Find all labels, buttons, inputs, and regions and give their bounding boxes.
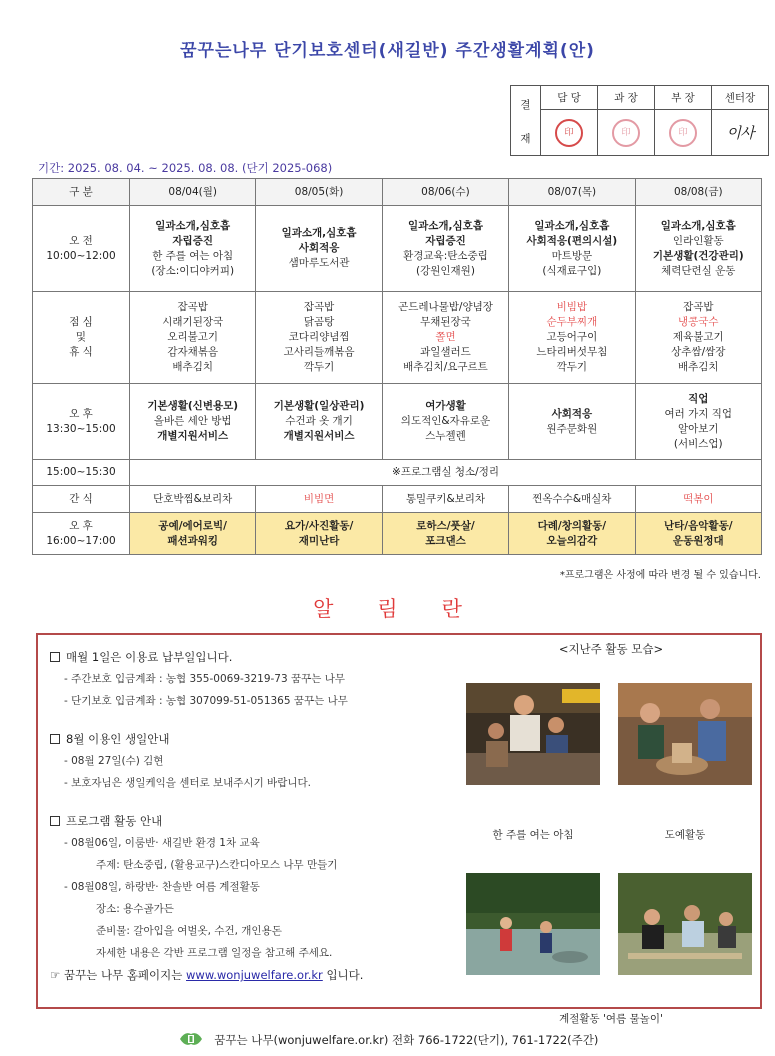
snack-cell: 단호박찜&보리차 bbox=[130, 486, 256, 513]
schedule-cell: 일과소개,심호흡 사회적응 샘마루도서관 bbox=[256, 206, 382, 292]
photo-caption: 도예활동 bbox=[664, 829, 706, 841]
day-header: 08/04(월) bbox=[130, 179, 256, 206]
schedule-row-afternoon bbox=[33, 384, 762, 460]
footer-contact: 꿈꾸는 나무(wonjuwelfare.or.kr) 전화 766-1722(단기), 761-1722(주간) bbox=[214, 1033, 599, 1047]
activity-gallery bbox=[466, 641, 756, 1025]
photo-morning-activity bbox=[466, 683, 600, 785]
approval-header: 과 장 bbox=[598, 86, 655, 110]
notice-line: 자세한 내용은 각반 프로그램 일정을 참고해 주세요. bbox=[96, 947, 333, 959]
notice-line: 준비물: 갈아입을 여벌옷, 수건, 개인용돈 bbox=[96, 925, 282, 937]
schedule-cell: 직업 여러 가지 직업 알아보기 (서비스업) bbox=[635, 384, 761, 460]
homepage-notice: ☞ 꿈꾸는 나무 홈페이지는 www.wonjuwelfare.or.kr 입니다. bbox=[50, 968, 364, 982]
approval-signature-cell bbox=[712, 110, 769, 156]
snack-cell: 통밀쿠키&보리차 bbox=[382, 486, 508, 513]
seal-stamp-icon: 印 bbox=[555, 119, 583, 147]
notice-line: - 보호자님은 생일케익을 센터로 보내주시기 바랍니다. bbox=[64, 777, 311, 789]
club-activity-cell: 공예/에어로빅/ 패션과워킹 bbox=[130, 513, 256, 555]
day-header: 08/07(목) bbox=[509, 179, 635, 206]
row-label: 오 전 10:00~12:00 bbox=[33, 206, 130, 292]
checkbox-icon bbox=[50, 734, 60, 744]
menu-cell: 비빔밥 순두부찌개 고등어구이 느타리버섯무침 깍두기 bbox=[509, 292, 635, 384]
menu-cell: 잡곡밥 시래기된장국 오리불고기 감자채볶음 배추김치 bbox=[130, 292, 256, 384]
notice-line: - 08월 27일(수) 김현 bbox=[64, 755, 164, 767]
approval-side-label: 결 재 bbox=[511, 86, 541, 156]
row-label: 오 후 13:30~15:00 bbox=[33, 384, 130, 460]
approval-stamp-cell bbox=[541, 110, 598, 156]
approval-box bbox=[510, 85, 769, 156]
row-label: 점 심 및 휴 식 bbox=[33, 292, 130, 384]
club-activity-cell: 난타/음악활동/ 운동원정대 bbox=[635, 513, 761, 555]
club-activity-cell: 다례/창의활동/ 오늘의감각 bbox=[509, 513, 635, 555]
notice-line: - 08월08일, 하랑반· 찬솔반 여름 계절활동 bbox=[64, 881, 260, 893]
club-activity-cell: 로하스/풋살/ 포크댄스 bbox=[382, 513, 508, 555]
notice-line: - 주간보호 입금계좌 : 농협 355-0069-3219-73 꿈꾸는 나무 bbox=[64, 673, 346, 685]
homepage-link[interactable]: www.wonjuwelfare.or.kr bbox=[186, 968, 323, 982]
menu-cell: 곤드레나물밥/양념장 무채된장국 쫄면 과일샐러드 배추김치/요구르트 bbox=[382, 292, 508, 384]
schedule-cell: 일과소개,심호흡 인라인활동 기본생활(건강관리) 체력단련실 운동 bbox=[635, 206, 761, 292]
schedule-row-afternoon-2 bbox=[33, 513, 762, 555]
schedule-row-lunch bbox=[33, 292, 762, 384]
notice-line: - 08월06일, 이룸반· 새길반 환경 1차 교육 bbox=[64, 837, 260, 849]
approval-header: 부 장 bbox=[655, 86, 712, 110]
row-label: 오 후 16:00~17:00 bbox=[33, 513, 130, 555]
photo-pottery-activity bbox=[618, 683, 752, 785]
gallery-title: <지난주 활동 모습> bbox=[558, 642, 664, 656]
footer bbox=[0, 1030, 775, 1051]
handwritten-signature: 이사 bbox=[726, 124, 754, 142]
schedule-row-snack bbox=[33, 486, 762, 513]
row-label: 간 식 bbox=[33, 486, 130, 513]
notice-line: 주제: 탄소중립, (활용교구)스칸디아모스 나무 만들기 bbox=[96, 859, 338, 871]
day-header: 08/05(화) bbox=[256, 179, 382, 206]
schedule-cell: 기본생활(신변용모) 올바른 세안 방법 개별지원서비스 bbox=[130, 384, 256, 460]
schedule-cell: 기본생활(일상관리) 수건과 옷 개기 개별지원서비스 bbox=[256, 384, 382, 460]
notice-box bbox=[36, 633, 762, 1025]
approval-stamp-cell bbox=[598, 110, 655, 156]
weekly-schedule-table bbox=[32, 178, 762, 555]
photo-water-play bbox=[466, 873, 600, 975]
club-activity-cell: 요가/사진활동/ 재미난타 bbox=[256, 513, 382, 555]
checkbox-icon bbox=[50, 816, 60, 826]
notice-section-birthday: 8월 이용인 생일안내 bbox=[50, 731, 460, 747]
day-header: 08/08(금) bbox=[635, 179, 761, 206]
schedule-row-morning bbox=[33, 206, 762, 292]
seal-stamp-icon: 印 bbox=[612, 119, 640, 147]
change-notice: *프로그램은 사정에 따라 변경 될 수 있습니다. bbox=[559, 570, 761, 581]
seal-stamp-icon: 印 bbox=[669, 119, 697, 147]
notice-section-program: 프로그램 활동 안내 bbox=[50, 813, 460, 829]
notice-line: - 단기보호 입금계좌 : 농협 307099-51-051365 꿈꾸는 나무 bbox=[64, 695, 348, 707]
approval-header: 센터장 bbox=[712, 86, 769, 110]
snack-cell: 비빔면 bbox=[256, 486, 382, 513]
photo-water-play-2 bbox=[618, 873, 752, 975]
checkbox-icon bbox=[50, 652, 60, 662]
photo-caption: 계절활동 '여름 물놀이' bbox=[559, 1013, 663, 1025]
schedule-cell: 사회적응 원주문화원 bbox=[509, 384, 635, 460]
notice-section-fee: 매월 1일은 이용료 납부일입니다. bbox=[50, 649, 460, 665]
schedule-cell: 일과소개,심호흡 자립증진 한 주를 여는 아침 (장소:이디야커피) bbox=[130, 206, 256, 292]
approval-stamp-cell bbox=[655, 110, 712, 156]
center-logo-icon bbox=[177, 1030, 205, 1051]
approval-header: 담 당 bbox=[541, 86, 598, 110]
schedule-corner: 구 분 bbox=[33, 179, 130, 206]
notice-list bbox=[50, 649, 460, 983]
page-title: 꿈꾸는나무 단기보호센터(새길반) 주간생활계획(안) bbox=[180, 41, 595, 61]
schedule-cell: 일과소개,심호흡 사회적응(편의시설) 마트방문 (식재료구입) bbox=[509, 206, 635, 292]
row-label: 15:00~15:30 bbox=[33, 460, 130, 486]
notice-line: 장소: 용수골가든 bbox=[96, 903, 174, 915]
day-header: 08/06(수) bbox=[382, 179, 508, 206]
snack-cell: 찐옥수수&매실차 bbox=[509, 486, 635, 513]
photo-caption: 한 주를 여는 아침 bbox=[492, 829, 574, 841]
snack-cell: 떡볶이 bbox=[635, 486, 761, 513]
schedule-cell: 여가생활 의도적인&자유로운 스누젤렌 bbox=[382, 384, 508, 460]
cleanup-note: ※프로그램실 청소/정리 bbox=[130, 460, 762, 486]
schedule-row-cleanup bbox=[33, 460, 762, 486]
notice-heading: 알림란 bbox=[313, 597, 506, 621]
schedule-period: 기간: 2025. 08. 04. ~ 2025. 08. 08. (단기 2025-068) bbox=[38, 161, 333, 175]
schedule-cell: 일과소개,심호흡 자립증진 환경교육:탄소중립 (강원인재원) bbox=[382, 206, 508, 292]
schedule-header-row bbox=[33, 179, 762, 206]
menu-cell: 잡곡밥 닭곰탕 코다리양념찜 고사리들깨볶음 깍두기 bbox=[256, 292, 382, 384]
menu-cell: 잡곡밥 냉콩국수 제육불고기 상추쌈/쌈장 배추김치 bbox=[635, 292, 761, 384]
